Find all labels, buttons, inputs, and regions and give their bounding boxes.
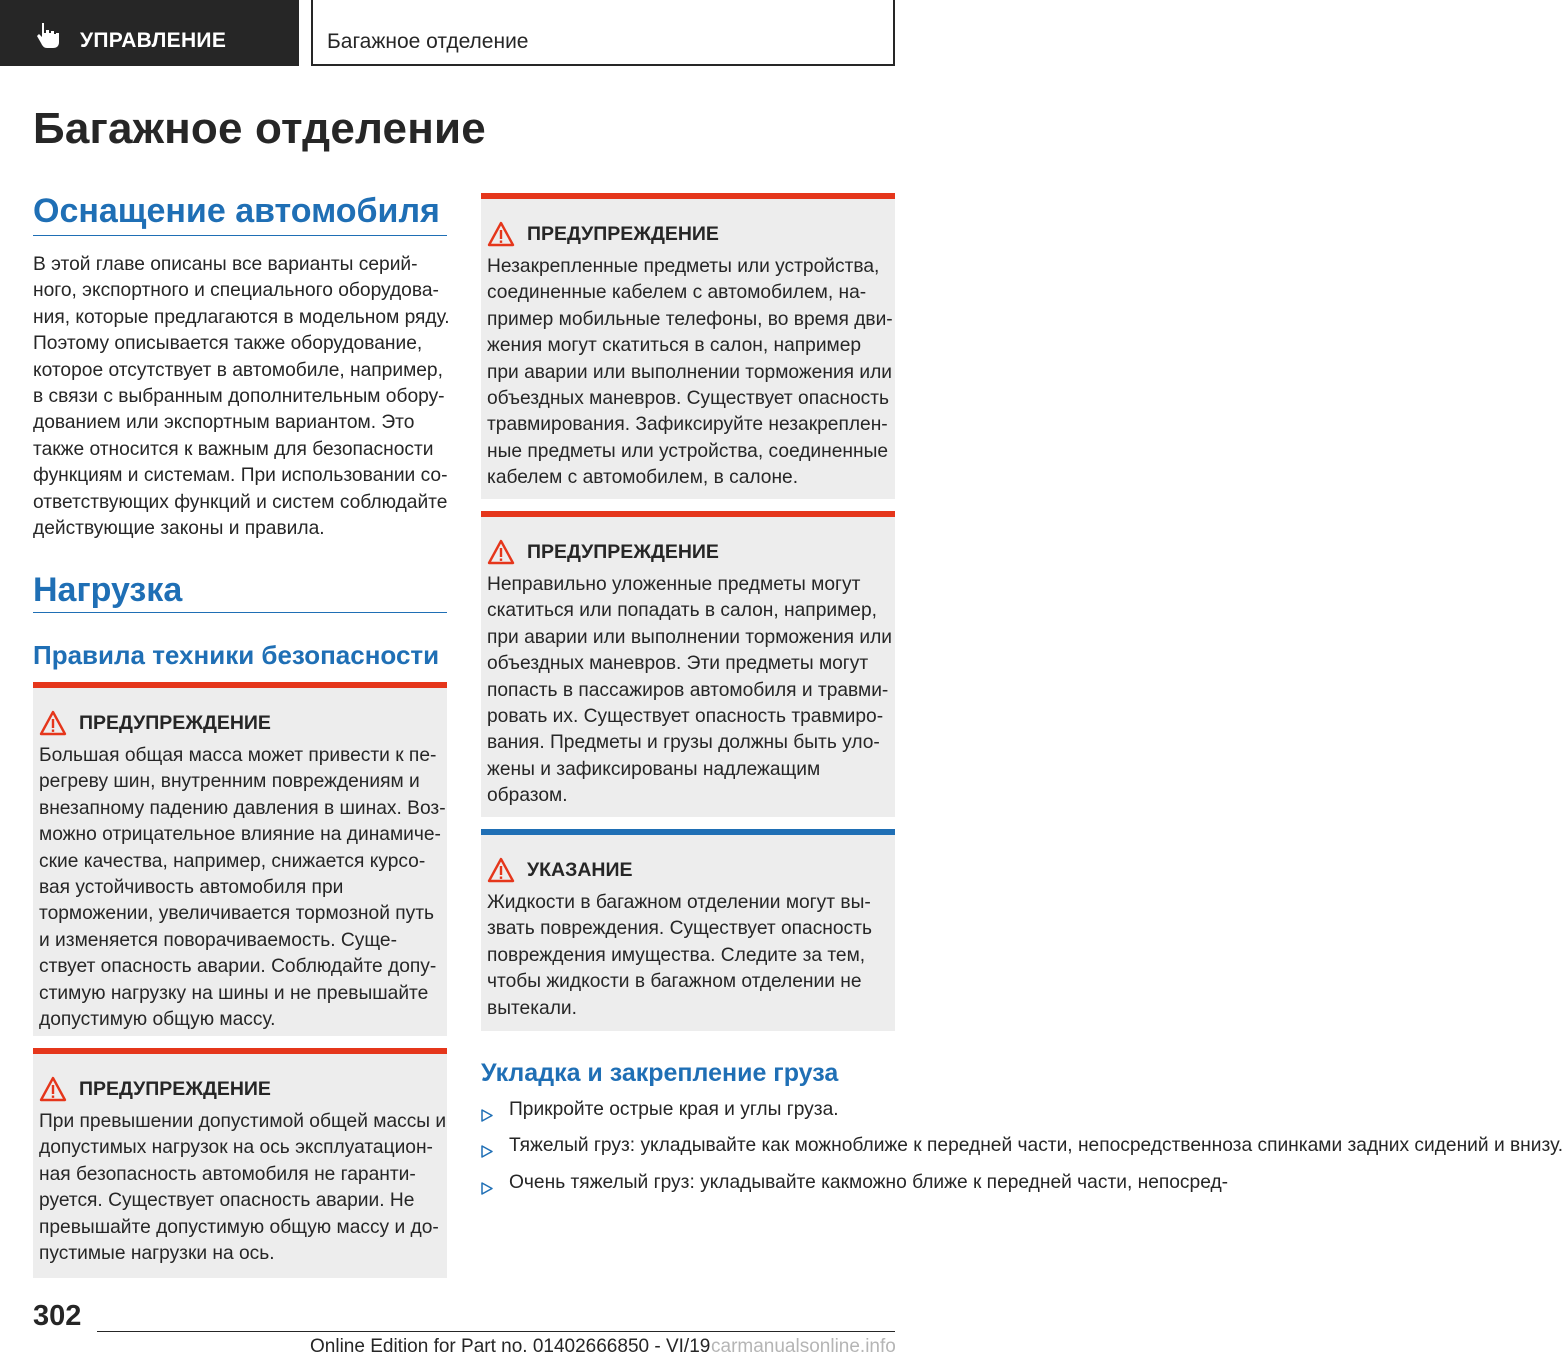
text-line: кабелем с автомобилем, в салоне.	[487, 467, 799, 489]
text-line: звать повреждения. Существует опасность	[487, 918, 872, 940]
bullet-triangle-icon	[481, 1104, 493, 1117]
equipment-paragraph	[33, 252, 450, 542]
text-line: вая устойчивость автомобиля при	[39, 877, 344, 899]
text-line: функциям и системам. При использовании со-	[33, 465, 448, 487]
text-line: можно отрицательное влияние на динамиче-	[39, 824, 441, 846]
text-line: регреву шин, внутренним повреждениям и	[39, 771, 420, 793]
section-tab	[0, 0, 299, 66]
load-heading: Нагрузка	[33, 571, 183, 609]
text-line: которое отсутствует в автомобиле, например,	[33, 359, 443, 381]
text-line: стимую нагрузку на шины и не превышайте	[39, 982, 429, 1004]
page-title: Багажное отделение	[33, 104, 486, 153]
text-line: Поэтому описывается также оборудование,	[33, 333, 423, 355]
text-line: При превышении допустимой общей массы и	[39, 1111, 447, 1132]
text-line: травмирования. Зафиксируйте незакреплен-	[487, 414, 888, 436]
text-line: попасть в пассажиров автомобиля и травми-	[487, 679, 889, 701]
bullet-triangle-icon	[481, 1177, 493, 1190]
box-body	[39, 743, 446, 1033]
box-title: ПРЕДУПРЕЖДЕНИЕ	[527, 541, 719, 563]
warning-box-loose-objects	[481, 193, 895, 499]
text-line: ские качества, например, снижается курсо-	[39, 850, 426, 872]
text-line: за спинками задних сидений и внизу.	[1232, 1135, 1563, 1157]
text-line: Жидкости в багажном отделении могут вы-	[487, 892, 871, 913]
text-line: соединенные кабелем с автомобилем, на-	[487, 282, 867, 304]
list-item	[481, 1097, 1563, 1123]
warning-box-stowed-objects	[481, 511, 895, 817]
text-line: при аварии или выполнении торможения или	[487, 626, 893, 648]
text-line: ровать их. Существует опасность травмиро-	[487, 706, 884, 728]
text-line: допустимую общую массу.	[39, 1009, 276, 1031]
stowing-heading: Укладка и закрепление груза	[481, 1059, 839, 1087]
text-line: руется. Существует опасность аварии. Не	[39, 1190, 415, 1212]
text-line: действующие законы и правила.	[33, 518, 325, 540]
text-line: объездных маневров. Существует опасность	[487, 388, 890, 410]
equipment-heading-rule	[33, 235, 447, 236]
chapter-header	[311, 0, 895, 66]
text-line: дованием или экспортным вариантом. Это	[33, 412, 415, 434]
text-line: ствует опасность аварии. Соблюдайте допу-	[39, 956, 437, 978]
load-heading-rule	[33, 612, 447, 613]
box-body	[487, 572, 892, 810]
text-line: торможении, увеличивается тормозной путь	[39, 903, 435, 925]
chapter-header-label: Багажное отделение	[327, 30, 529, 53]
footer-watermark: carmanualsonline.info	[711, 1336, 896, 1357]
section-tab-label: УПРАВЛЕНИЕ	[80, 29, 227, 52]
text-line: вытекали.	[487, 997, 577, 1019]
text-line: жения могут скатиться в салон, например	[487, 335, 862, 357]
page-number: 302	[33, 1300, 82, 1332]
text-line: Незакрепленные предметы или устройства,	[487, 256, 880, 277]
warning-triangle-icon	[487, 857, 515, 883]
text-line: пустимые нагрузки на ось.	[39, 1243, 275, 1265]
warning-triangle-icon	[39, 710, 67, 736]
stowing-bullet-list	[481, 1097, 1563, 1206]
text-line: Большая общая масса может привести к пе-	[39, 745, 437, 766]
text-line: ная безопасность автомобиля не гаранти-	[39, 1163, 416, 1185]
warning-box-axle-load	[33, 1048, 447, 1278]
warning-triangle-icon	[487, 539, 515, 565]
text-line: чтобы жидкости в багажном отделении не	[487, 971, 862, 993]
text-line: В этой главе описаны все варианты серий-	[33, 254, 418, 275]
box-title: ПРЕДУПРЕЖДЕНИЕ	[79, 1078, 271, 1100]
text-line: повреждения имущества. Следите за тем,	[487, 944, 866, 966]
text-line: допустимых нагрузок на ось эксплуатацион-	[39, 1137, 433, 1159]
text-line: ния, которые предлагаются в модельном ряду.	[33, 306, 450, 328]
text-line: ного, экспортного и специального оборудова-	[33, 280, 439, 302]
text-line: ближе к передней части, непосредственно	[852, 1135, 1233, 1157]
box-title: ПРЕДУПРЕЖДЕНИЕ	[527, 223, 719, 245]
safety-rules-heading: Правила техники безопасности	[33, 640, 440, 670]
text-line: объездных маневров. Эти предметы могут	[487, 653, 869, 675]
text-line: также относится к важным для безопасности	[33, 438, 434, 460]
text-line: Тяжелый груз: укладывайте как можно	[509, 1135, 853, 1157]
bullet-triangle-icon	[481, 1140, 493, 1153]
text-line: превышайте допустимую общую массу и до-	[39, 1216, 439, 1238]
text-line: пример мобильные телефоны, во время дви-	[487, 308, 893, 330]
text-line: образом.	[487, 785, 568, 807]
text-line: в связи с выбранным дополнительным обору-	[33, 386, 445, 408]
text-line: ответствующих функций и систем соблюдайте	[33, 491, 448, 513]
list-item	[481, 1170, 1563, 1196]
box-body	[39, 1109, 446, 1267]
text-line: ные предметы или устройства, соединенные	[487, 440, 889, 462]
equipment-heading: Оснащение автомобиля	[33, 192, 440, 230]
box-body	[487, 254, 893, 492]
warning-triangle-icon	[487, 221, 515, 247]
box-body	[487, 890, 872, 1022]
footer-rule	[97, 1331, 895, 1332]
box-title: ПРЕДУПРЕЖДЕНИЕ	[79, 712, 271, 734]
text-line: внезапному падению давления в шинах. Воз-	[39, 797, 446, 819]
warning-box-tire-load	[33, 682, 447, 1036]
pointing-hand-icon	[34, 20, 64, 50]
text-line: Очень тяжелый груз: укладывайте как	[509, 1171, 849, 1193]
box-title: УКАЗАНИЕ	[527, 859, 633, 881]
text-line: жены и зафиксированы надлежащим	[487, 758, 821, 780]
text-line: можно ближе к передней части, непосред-	[849, 1171, 1229, 1193]
text-line: и изменяется поворачиваемость. Суще-	[39, 929, 397, 951]
text-line: Неправильно уложенные предметы могут	[487, 574, 861, 595]
text-line: скатиться или попадать в салон, например,	[487, 600, 877, 622]
text-line: при аварии или выполнении торможения или	[487, 361, 893, 383]
text-line: вания. Предметы и грузы должны быть уло-	[487, 732, 880, 754]
list-item	[481, 1133, 1563, 1159]
warning-triangle-icon	[39, 1076, 67, 1102]
text-line: Прикройте острые края и углы груза.	[509, 1099, 839, 1120]
notice-box-liquids	[481, 829, 895, 1031]
footer-edition: Online Edition for Part no. 01402666850 - VI/19	[310, 1336, 711, 1357]
